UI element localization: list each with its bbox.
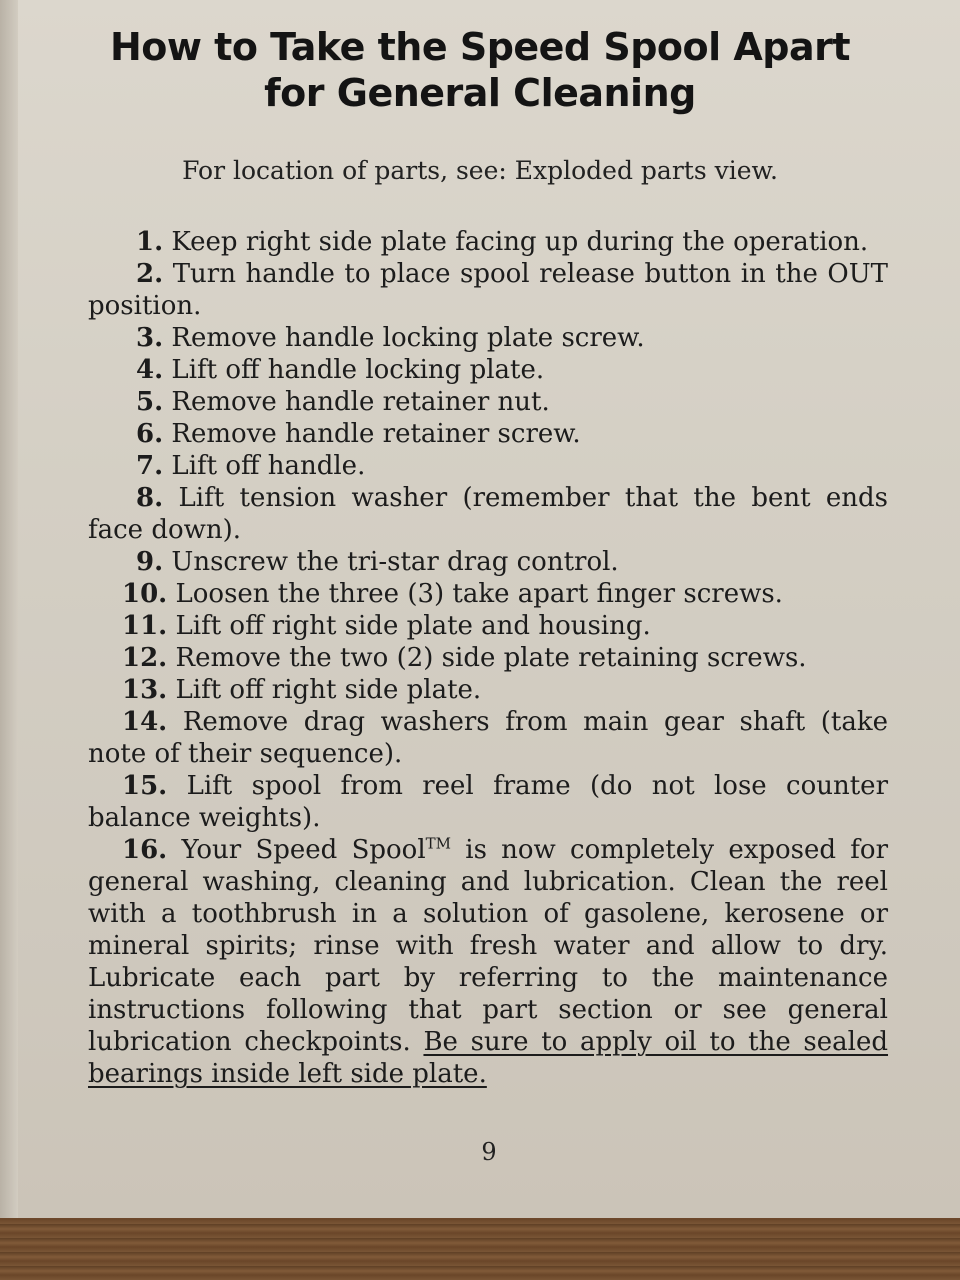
step-3: [88, 322, 888, 354]
step-15: [88, 770, 888, 834]
step-text: Remove the two (2) side plate retaining screws.: [175, 643, 807, 673]
step-number: 7.: [136, 451, 164, 481]
step-text: Remove handle locking plate screw.: [171, 323, 645, 353]
step-11: [88, 610, 888, 642]
step-number: 5.: [136, 387, 164, 417]
title-line-1: How to Take the Speed Spool Apart: [109, 25, 851, 69]
step-number: 3.: [136, 323, 164, 353]
step-number: 9.: [136, 547, 164, 577]
step-1: [88, 226, 888, 258]
step-number: 8.: [136, 483, 164, 513]
step-text: Lift off handle.: [171, 451, 366, 481]
step-text: Remove drag washers from main gear shaft (take note of their sequence).: [88, 707, 889, 769]
step-text: Unscrew the tri-star drag control.: [171, 547, 619, 577]
step-13: [88, 674, 888, 706]
page-number: 9: [481, 1138, 497, 1166]
step-6: [88, 418, 888, 450]
step-text: Keep right side plate facing up during the operation.: [171, 227, 869, 257]
step-text-b: is now completely exposed for general washing, cleaning and lubrication. Clean the reel with a toothbrush in a solution of gasolene, kerosene or mineral spirits; rinse with fresh water and allow to dry. Lubricate each part by referring to the maintenance instructions following that part section or see general lubrication checkpoints.: [88, 835, 888, 1057]
step-12: [88, 642, 888, 674]
step-text-a: Your Speed Spool: [181, 835, 426, 865]
step-4: [88, 354, 888, 386]
step-8: [88, 482, 888, 546]
step-text: Lift off right side plate and housing.: [175, 611, 651, 641]
step-5: [88, 386, 888, 418]
step-7: [88, 450, 888, 482]
page-title: [60, 24, 900, 116]
step-9: [88, 546, 888, 578]
step-text: Turn handle to place spool release button in the OUT position.: [88, 259, 889, 321]
step-number: 13.: [122, 675, 168, 705]
step-number: 4.: [136, 355, 164, 385]
instruction-steps: [88, 226, 888, 1090]
title-line-2: for General Cleaning: [264, 71, 696, 115]
wood-table-surface: [0, 1218, 960, 1280]
step-number: 1.: [136, 227, 164, 257]
step-2: [88, 258, 888, 322]
step-text: Lift off right side plate.: [175, 675, 482, 705]
step-number: 12.: [122, 643, 168, 673]
page-binding-edge: [0, 0, 18, 1218]
step-16: [88, 834, 888, 1090]
step-10: [88, 578, 888, 610]
step-number: 2.: [136, 259, 164, 289]
step-text: Remove handle retainer screw.: [171, 419, 581, 449]
step-text: Remove handle retainer nut.: [171, 387, 550, 417]
step-number: 16.: [122, 835, 168, 865]
step-text: Lift spool from reel frame (do not lose counter balance weights).: [88, 771, 888, 833]
trademark-symbol: TM: [425, 834, 452, 853]
step-14: [88, 706, 888, 770]
step-number: 11.: [122, 611, 168, 641]
parts-location-note: For location of parts, see: Exploded parts view.: [182, 156, 778, 185]
step-number: 14.: [122, 707, 168, 737]
step-text: Loosen the three (3) take apart finger screws.: [175, 579, 783, 609]
step-number: 15.: [122, 771, 168, 801]
step-text: Lift tension washer (remember that the bent ends face down).: [88, 483, 888, 545]
oil-warning-underlined: Be sure to apply oil to the sealed bearings inside left side plate.: [88, 1027, 889, 1089]
step-number: 6.: [136, 419, 164, 449]
step-text: Lift off handle locking plate.: [171, 355, 545, 385]
step-number: 10.: [122, 579, 168, 609]
